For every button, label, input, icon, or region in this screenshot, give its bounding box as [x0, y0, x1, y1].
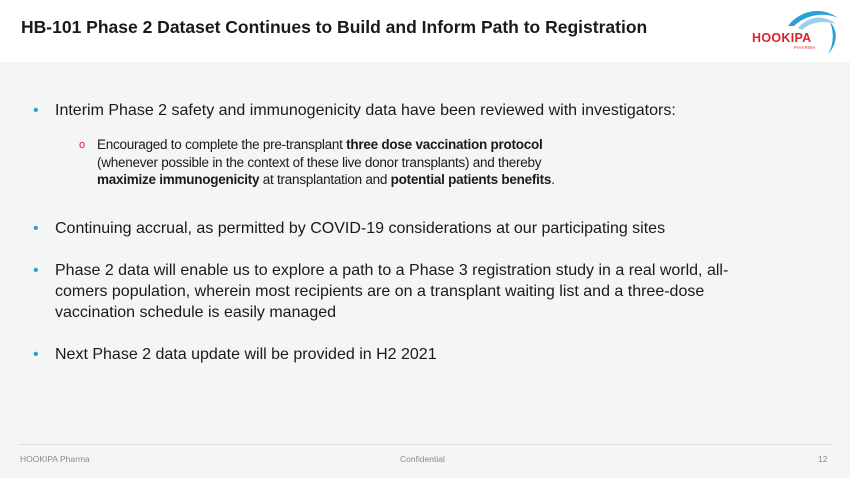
- logo-subtext: PHARMA: [794, 45, 816, 50]
- header: [0, 0, 850, 62]
- logo-text: HOOKIPA: [752, 31, 812, 45]
- hookipa-logo: [748, 4, 840, 58]
- bullet-marker: •: [33, 346, 39, 363]
- sub-bullet-bold: potential patients benefits: [390, 172, 552, 187]
- footer-divider: [18, 444, 832, 445]
- sub-bullet-part: .: [551, 172, 555, 187]
- sub-bullet-bold: three dose vaccination protocol: [346, 137, 543, 152]
- sub-bullet-part: Encouraged to complete the pre-transplant: [97, 137, 347, 152]
- bullet-marker: •: [33, 262, 39, 279]
- bullet-text: Next Phase 2 data update will be provided in H2 2021: [55, 346, 437, 363]
- page-number: 12: [818, 454, 828, 464]
- sub-bullet-part: (whenever possible in the context of these live donor transplants) and thereby: [97, 154, 542, 170]
- footer-company: HOOKIPA Pharma: [20, 454, 90, 464]
- bullet-marker: •: [33, 102, 39, 119]
- sub-bullet-text: [97, 136, 747, 189]
- sub-bullet-bold: maximize immunogenicity: [97, 172, 260, 187]
- bullet-text: Interim Phase 2 safety and immunogenicity data have been reviewed with investigators:: [55, 102, 676, 119]
- sub-bullet-marker: o: [79, 139, 86, 151]
- bullet-text: Phase 2 data will enable us to explore a path to a Phase 3 registration study in a real world, all-comers population, wherein most recipients are on a transplant waiting list and a three-dose vaccination schedule is easily managed: [55, 262, 729, 321]
- bullet-marker: •: [33, 220, 39, 237]
- bullet-text: Continuing accrual, as permitted by COVID-19 considerations at our participating sites: [55, 220, 666, 237]
- sub-bullet-part: at transplantation and: [259, 172, 391, 187]
- slide-title: HB-101 Phase 2 Dataset Continues to Build and Inform Path to Registration: [21, 17, 648, 37]
- footer-confidential: Confidential: [400, 454, 445, 464]
